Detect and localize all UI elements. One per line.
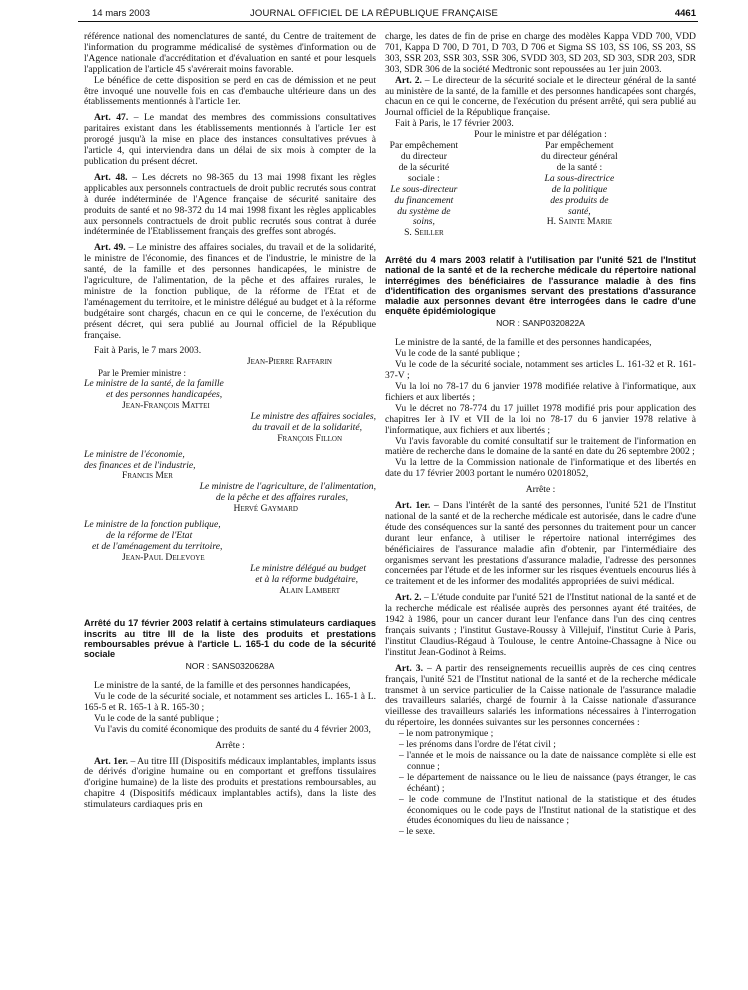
article-text: – A partir des renseignements recueillis auprès de ces cinq centres français, l'unité 521 de l'Institut national de la santé et de la recherche médicale transmet à un service particulier de la Caisse nationale de l'assurance maladie des travailleurs salariés, chargé de fournir à la Caisse nationale d'assurance vieillesse des travailleurs salariés les informations nécessaires à l'interrogation du répertoire, les données suivantes sur les personnes concernées : (385, 662, 696, 729)
signature-line: La sous-directrice (544, 172, 615, 184)
minister-title: Le ministre de l'économie, (84, 448, 185, 460)
article-label: Art. 47. (94, 112, 129, 124)
paragraph: Vu la lettre de la Commission nationale de l'informatique et des libertés en date du 17 février 2003 portant le numéro 02018052, (385, 457, 696, 480)
list-item: – le nom patronymique ; (407, 729, 696, 740)
minister-title: Le ministre de l'agriculture, de l'alimentation, (199, 481, 376, 493)
article-text: – L'étude conduite par l'unité 521 de l'Institut national de la santé et de la recherche médicale est réalisée auprès des personnes ayant été traitées, de 1942 à 1986, pour un cancer durant leur l'enfance dans l'un des cinq centres français suivants ; l'institut Gustave-Roussy à Villejuif, l'institut Curie à Paris, l'institut Claudius-Régaud à Toulouse, le centre Antoine-Chassagne à Nice ou l'institut Jean-Godinot à Reims. (385, 592, 696, 658)
article-2 (385, 76, 696, 120)
header-date: 14 mars 2003 (92, 8, 151, 19)
header-rule (78, 21, 698, 22)
data-list (385, 729, 696, 838)
nor-reference: NOR : SANS0320628A (185, 661, 275, 672)
signatory-name: S. Seiller (404, 227, 444, 239)
paragraph: Vu l'avis du comité économique des produits de santé du 4 février 2003, (94, 723, 371, 735)
signature-line: du directeur général de la santé : (541, 150, 618, 173)
signature-line: des produits de santé, (550, 194, 609, 217)
signature-line: de la politique (551, 183, 608, 195)
article-label: Art. 1er. (395, 500, 431, 512)
list-item: – les prénoms dans l'ordre de l'état civil ; (407, 740, 696, 751)
arrete-heading: Arrête : (525, 484, 556, 496)
article-1 (385, 501, 696, 588)
article-text: – Les décrets no 98-365 du 13 mai 1998 fixant les règles applicables aux personnels contractuels de droit public recrutés sous contrat à durée indéterminée de l'Agence française de sécurité sanitaire des produits de santé et no 98-372 du 14 mai 1998 fixant les règles applicables aux personnels contractuels de droit public recrutés sous contrat à durée indéterminée de l'Etablissement français des greffes sont abrogés. (84, 171, 377, 238)
signature-line: Le sous-directeur (390, 183, 458, 195)
article-label: Art. 2. (395, 592, 422, 604)
article-label: Art. 48. (94, 171, 128, 183)
nor-reference: NOR : SANP0320822A (496, 318, 585, 329)
signing-date: Fait à Paris, le 17 février 2003. (395, 118, 514, 130)
right-column (385, 32, 696, 838)
article-1 (84, 757, 376, 812)
paragraph: Vu le code de la santé publique ; (395, 348, 520, 360)
article-49 (84, 243, 376, 341)
signature-line: du système de soins, (397, 205, 451, 228)
signatory-name: Jean-Paul Delevoye (122, 551, 205, 563)
paragraph: Vu le code de la sécurité sociale, notamment ses articles L. 161-32 et R. 161-37-V ; (385, 359, 696, 382)
paragraph: Vu le code de la sécurité sociale, et notamment ses articles L. 165-1 à L. 165-5 et R. 165-1 à R. 165-30 ; (84, 691, 376, 713)
minister-title: de la réforme de l'Etat (106, 529, 193, 541)
paragraph: référence national des nomenclatures de santé, du Centre de traitement de l'information du programme médicalisé de systèmes d'information ou de l'Agence nationale d'accréditation et d'évaluation en santé et pour lesquels l'application de l'article 45 s'avérerait moins favorable. (84, 31, 376, 75)
minister-title: et des personnes handicapées, (106, 389, 223, 401)
signatory-name: Alain Lambert (279, 584, 340, 596)
signatory-name: Jean-Pierre Raffarin (246, 356, 332, 368)
signature-block (385, 141, 696, 239)
article-47 (84, 113, 376, 168)
paragraph: Vu le décret no 78-774 du 17 juillet 1978 modifié pris pour application des chapitres Ier à IV et VII de la loi no 78-17 du 6 janvier 1978 relative à l'informatique, aux fichiers et aux libertés ; (385, 402, 696, 436)
article-2 (385, 593, 696, 658)
minister-title: Le ministre des affaires sociales, (250, 410, 376, 422)
article-label: Art. 49. (94, 242, 126, 254)
list-item: – le sexe. (407, 827, 696, 838)
minister-title: Le ministre délégué au budget (250, 562, 366, 574)
page-number: 4461 (674, 8, 696, 19)
journal-title: JOURNAL OFFICIEL DE LA RÉPUBLIQUE FRANÇAISE (249, 8, 499, 19)
decree-title: Arrêté du 17 février 2003 relatif à certains stimulateurs cardiaques inscrits au titre III de la liste des produits et prestations remboursables prévue à l'article L. 165-1 du code de la sécurité sociale (84, 618, 376, 660)
article-label: Art. 3. (395, 662, 423, 674)
delegation-line: Pour le ministre et par délégation : (474, 129, 607, 141)
article-text: – Au titre III (Dispositifs médicaux implantables, implants issus de dérivés d'origine humaine ou en comportant et greffons tissulaires d'origine humaine) de la liste des produits et prestations remboursables, au chapitre 4 (Dispositifs médicaux implantables actifs), dans la liste des stimulateurs cardiaques pris en (84, 755, 376, 811)
article-text: – Le directeur de la sécurité sociale et le directeur général de la santé au ministère de la santé, de la famille et des personnes handicapées sont chargés, chacun en ce qui le concerne, de l'exécution du présent arrêté, qui sera publié au Journal officiel de la République française. (385, 74, 696, 119)
minister-title: du travail et de la solidarité, (252, 421, 362, 433)
paragraph: Vu le code de la santé publique ; (94, 712, 219, 724)
article-label: Art. 2. (395, 74, 422, 86)
signatory-name: Jean-François Mattei (122, 400, 210, 411)
paragraph: Vu la loi no 78-17 du 6 janvier 1978 modifiée relative à l'informatique, aux fichiers et aux libertés ; (385, 380, 696, 403)
signatory-name: H. Sainte Marie (546, 216, 613, 228)
article-text: – Le mandat des membres des commissions consultatives paritaires existant dans les établissements mentionnés à l'article 1er est prorogé jusqu'à la mise en place des instances consultatives prévues à l'article 4, qui interviendra dans un délai de six mois à compter de la publication du présent décret. (84, 112, 377, 167)
paragraph: Le ministre de la santé, de la famille et des personnes handicapées, (395, 337, 652, 349)
signature-line: Par empêchement du directeur (389, 140, 459, 162)
paragraph: charge, les dates de fin de prise en charge des modèles Kappa VDD 700, VDD 701, Kappa D 700, D 701, D 703, D 706 et Sigma SS 103, SS 106, SS 203, SS 303, SSR 203, SSR 303, SSR 306, SVDD 303, SD 203, SD 303, SDR 203, SDR 303, SDR 306 de la société Medtronic sont repoussées au 1er juin 2003. (385, 31, 696, 75)
paragraph: Vu l'avis favorable du comité consultatif sur le traitement de l'information en matière de recherche dans le domaine de la santé en date du 26 septembre 2002 ; (385, 435, 696, 458)
arrete-heading: Arrête : (215, 739, 245, 751)
article-text: – Dans l'intérêt de la santé des personnes, l'unité 521 de l'Institut national de la santé et de la recherche médicale est autorisée, dans le cadre d'une étude des conséquences sur la santé des personnes du traitement pour un cancer durant leur enfance, à utiliser le répertoire national interrégimes des bénéficiaires de l'assurance maladie afin d'obtenir, par l'intermédiaire des organismes servant les prestations d'assurance maladie, l'adresse des personnes concernées par l'étude et de les informer sur les risques éventuels encourus liés à ce traitement et de les informer des modalités appropriées de suivi médical. (385, 500, 696, 588)
minister-title: de la pêche et des affaires rurales, (215, 492, 348, 504)
signature-line: de la sécurité sociale : (398, 161, 450, 184)
minister-title: et à la réforme budgétaire, (255, 573, 358, 585)
list-item: – l'année et le mois de naissance ou la date de naissance complète si elle est connue ; (407, 751, 696, 773)
signatory-name: Hervé Gaymard (233, 503, 298, 515)
signature-intro: Par le Premier ministre : (98, 368, 186, 379)
signing-date: Fait à Paris, le 7 mars 2003. (94, 345, 202, 357)
article-label: Art. 1er. (94, 755, 129, 767)
paragraph: Le bénéfice de cette disposition se perd en cas de démission et ne peut être invoqué une nouvelle fois en cas d'embauche ultérieure dans un des établissements mentionnés à l'article 1er. (84, 74, 376, 108)
article-48 (84, 173, 376, 238)
minister-title: Le ministre de la santé, de la famille (84, 378, 224, 390)
signatory-name: Francis Mer (122, 470, 173, 482)
list-item: – le code commune de l'Institut national de la statistique et des études économiques ou le code pays de l'Institut national de la statistique et des études économiques du lieu de naissance ; (407, 795, 696, 828)
paragraph: Le ministre de la santé, de la famille et des personnes handicapées, (94, 680, 351, 692)
article-text: – Le ministre des affaires sociales, du travail et de la solidarité, le ministre de l'économie, des finances et de l'industrie, le ministre de la santé, de la famille et des personnes handicapées, le ministre de l'agriculture, de l'alimentation, de la pêche et des affaires rurales, le ministre de la fonction publique, de la réforme de l'Etat et de l'aménagement du territoire, et le ministre délégué au budget et à la réforme budgétaire sont chargés, chacun en ce qui le concerne, de l'exécution du présent décret, qui sera publié au Journal officiel de la République française. (84, 242, 376, 341)
minister-title: et de l'aménagement du territoire, (92, 540, 223, 552)
left-column (84, 32, 376, 811)
signature-line: du financement (394, 194, 454, 206)
minister-title: des finances et de l'industrie, (84, 459, 196, 471)
minister-title: Le ministre de la fonction publique, (84, 519, 221, 531)
signature-line: Par empêchement (545, 140, 614, 152)
signatory-name: François Fillon (277, 432, 342, 444)
article-3 (385, 664, 696, 729)
decree-title: Arrêté du 4 mars 2003 relatif à l'utilisation par l'unité 521 de l'Institut national de la santé et de la recherche médicale du répertoire national interrégimes des bénéficiaires de l'assurance maladie à des fins d'identification des organismes servant des prestations d'assurance maladie aux personnes devant être interrogées dans le cadre d'une enquête épidémiologique (385, 255, 696, 317)
list-item: – le département de naissance ou le lieu de naissance (pays étranger, le cas échéant) ; (407, 773, 696, 795)
